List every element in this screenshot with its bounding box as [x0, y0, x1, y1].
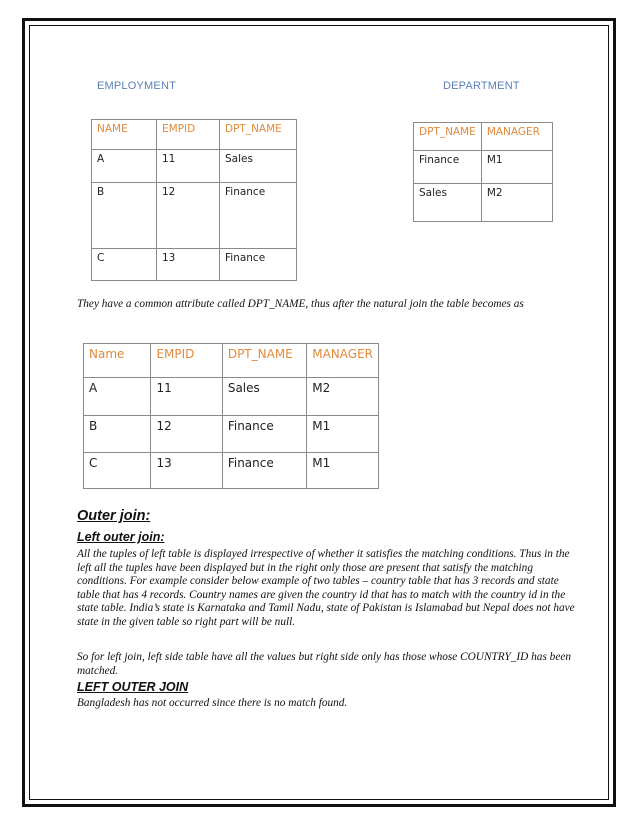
table-row — [92, 183, 297, 249]
table-header-cell: DPT_NAME — [220, 120, 297, 150]
employment-caption: EMPLOYMENT — [97, 80, 177, 92]
table-cell: C — [84, 453, 151, 489]
table-cell: M1 — [307, 416, 379, 453]
table-header-cell: EMPID — [157, 120, 220, 150]
table-header-cell: EMPID — [151, 344, 222, 378]
table-row — [92, 249, 297, 281]
paragraph-left-join: All the tuples of left table is displayed irrespective of whether it satisfies the matching conditions. Thus in the left all the tuples have been displayed but in the right only those are present that satisfy the matching conditions. For example consider below example of two tables – country table that has 3 records and state table that has 4 records. Country names are given the country id that has to match with the country id in the state table. India’s state is Karnataka and Tamil Nadu, state of Pakistan is Islamabad but Nepal does not have state in the given table so right part will be null. — [77, 548, 575, 628]
table-cell: B — [92, 183, 157, 249]
table-cell: 13 — [157, 249, 220, 281]
table-header-cell: NAME — [92, 120, 157, 150]
table-row — [84, 453, 379, 489]
table-row — [414, 151, 553, 184]
table-header-cell: Name — [84, 344, 151, 378]
left-outer-join-heading: Left outer join: — [77, 530, 165, 544]
table-cell: Finance — [220, 183, 297, 249]
table-header-cell: DPT_NAME — [414, 123, 482, 151]
table-cell: Sales — [222, 378, 306, 416]
outer-join-heading: Outer join: — [77, 508, 151, 524]
table-cell: Finance — [220, 249, 297, 281]
table-cell: M1 — [307, 453, 379, 489]
table-cell: Sales — [220, 150, 297, 183]
employment-table — [91, 119, 297, 281]
department-table — [413, 122, 553, 222]
table-cell: Finance — [414, 151, 482, 184]
paragraph-left-join-summary: So for left join, left side table have all the values but right side only has those whose COUNTRY_ID has been matched. — [77, 651, 571, 677]
natural-join-table — [83, 343, 379, 489]
table-cell: 11 — [157, 150, 220, 183]
table-cell: C — [92, 249, 157, 281]
table-row — [92, 150, 297, 183]
table-row — [84, 416, 379, 453]
table-cell: 11 — [151, 378, 222, 416]
table-cell: Sales — [414, 184, 482, 222]
table-row — [414, 184, 553, 222]
table-header-cell: MANAGER — [481, 123, 552, 151]
table-cell: M2 — [481, 184, 552, 222]
table-cell: Finance — [222, 416, 306, 453]
table-row — [84, 378, 379, 416]
table-cell: M2 — [307, 378, 379, 416]
table-cell: B — [84, 416, 151, 453]
table-cell: 12 — [151, 416, 222, 453]
table-cell: M1 — [481, 151, 552, 184]
natural-join-text: They have a common attribute called DPT_NAME, thus after the natural join the table becomes as — [77, 298, 524, 310]
left-outer-join-caps-heading: LEFT OUTER JOIN — [77, 680, 189, 694]
table-header-cell: MANAGER — [307, 344, 379, 378]
table-cell: 12 — [157, 183, 220, 249]
table-cell: Finance — [222, 453, 306, 489]
department-caption: DEPARTMENT — [443, 80, 520, 92]
table-cell: 13 — [151, 453, 222, 489]
table-header-cell: DPT_NAME — [222, 344, 306, 378]
paragraph-bangladesh: Bangladesh has not occurred since there is no match found. — [77, 697, 348, 709]
table-cell: A — [84, 378, 151, 416]
table-cell: A — [92, 150, 157, 183]
